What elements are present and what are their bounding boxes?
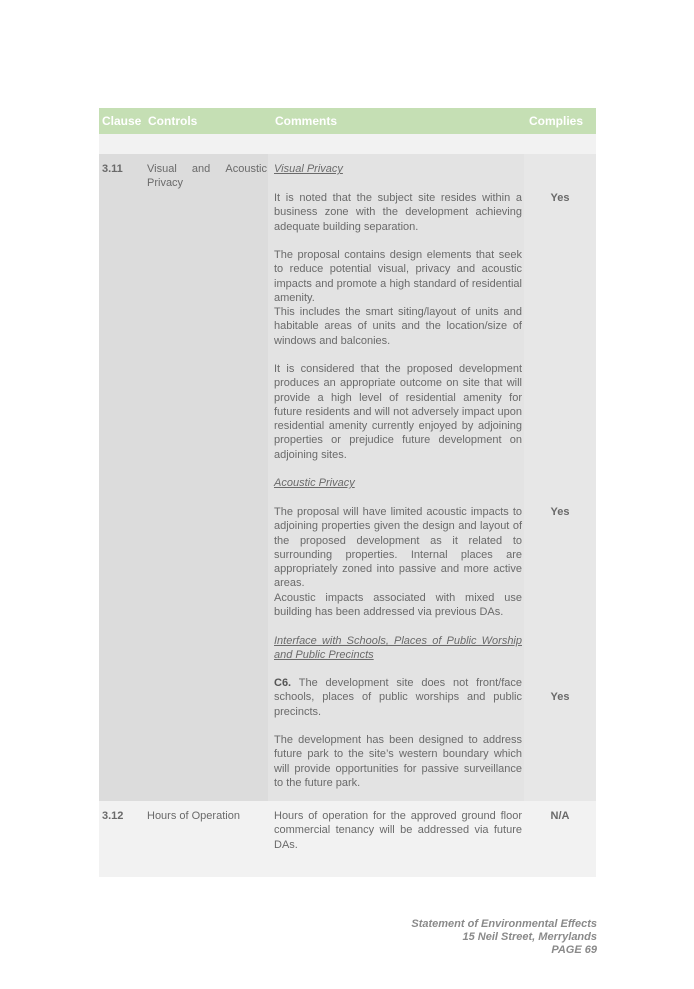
footer-page-number: PAGE 69 (551, 944, 597, 956)
table-row (99, 801, 596, 877)
page-footer (411, 918, 597, 957)
comment-paragraph: The development has been designed to address future park to the site’s western boundary which will provide opportunities for passive surveillance to the future park. (274, 734, 522, 789)
footer-address: 15 Neil Street, Merrylands (462, 931, 597, 943)
header-controls: Controls (148, 114, 198, 128)
control-name: Visual and Acoustic Privacy (147, 163, 267, 190)
comment-paragraph: Hours of operation for the approved ground floor commercial tenancy will be addressed via future DAs. (274, 810, 522, 851)
complies-value: Yes (550, 192, 570, 204)
comment-paragraph: It is noted that the subject site resides within a business zone with the development achieving adequate building separation. (274, 192, 522, 233)
control-name: Hours of Operation (147, 810, 240, 822)
clause-number: 3.11 (102, 163, 123, 175)
comment-paragraph: The proposal will have limited acoustic impacts to adjoining properties given the design and layout of the proposed development as it related to surrounding properties. Internal places are appropriately zoned into passive and more active areas. Acoustic impacts associated with mixed use building has been addressed via previous DAs. (274, 506, 522, 619)
complies-value: N/A (550, 810, 570, 822)
compliance-table (99, 108, 596, 877)
comment-paragraph: The proposal contains design elements that seek to reduce potential visual, privacy and acoustic impacts and promote a high standard of residential amenity. (274, 249, 522, 304)
comment-paragraph: C6. The development site does not front/face schools, places of public worships and public precincts. (274, 677, 522, 718)
clause-number: 3.12 (102, 810, 124, 822)
table-row (99, 154, 596, 801)
footer-document-title: Statement of Environmental Effects (411, 918, 597, 930)
comment-paragraph: It is considered that the proposed development produces an appropriate outcome on site that will provide a high level of residential amenity for future residents and will not adversely impact upon residential amenity currently enjoyed by adjoining properties or prejudice future development on adjoining sites. (274, 363, 522, 461)
comment-paragraph: This includes the smart siting/layout of units and habitable areas of units and the location/size of windows and balconies. (274, 306, 522, 347)
complies-value: Yes (550, 691, 570, 703)
header-clause: Clause (102, 114, 142, 128)
header-complies: Complies (529, 114, 584, 128)
complies-value: Yes (550, 506, 570, 518)
table-header (99, 108, 596, 134)
table-spacer (99, 134, 596, 154)
comment-heading-visual: Visual Privacy (274, 163, 343, 175)
comment-heading-acoustic: Acoustic Privacy (274, 477, 355, 489)
header-comments: Comments (275, 114, 338, 128)
comment-heading-interface: Interface with Schools, Places of Public Worship and Public Precincts (274, 635, 522, 662)
